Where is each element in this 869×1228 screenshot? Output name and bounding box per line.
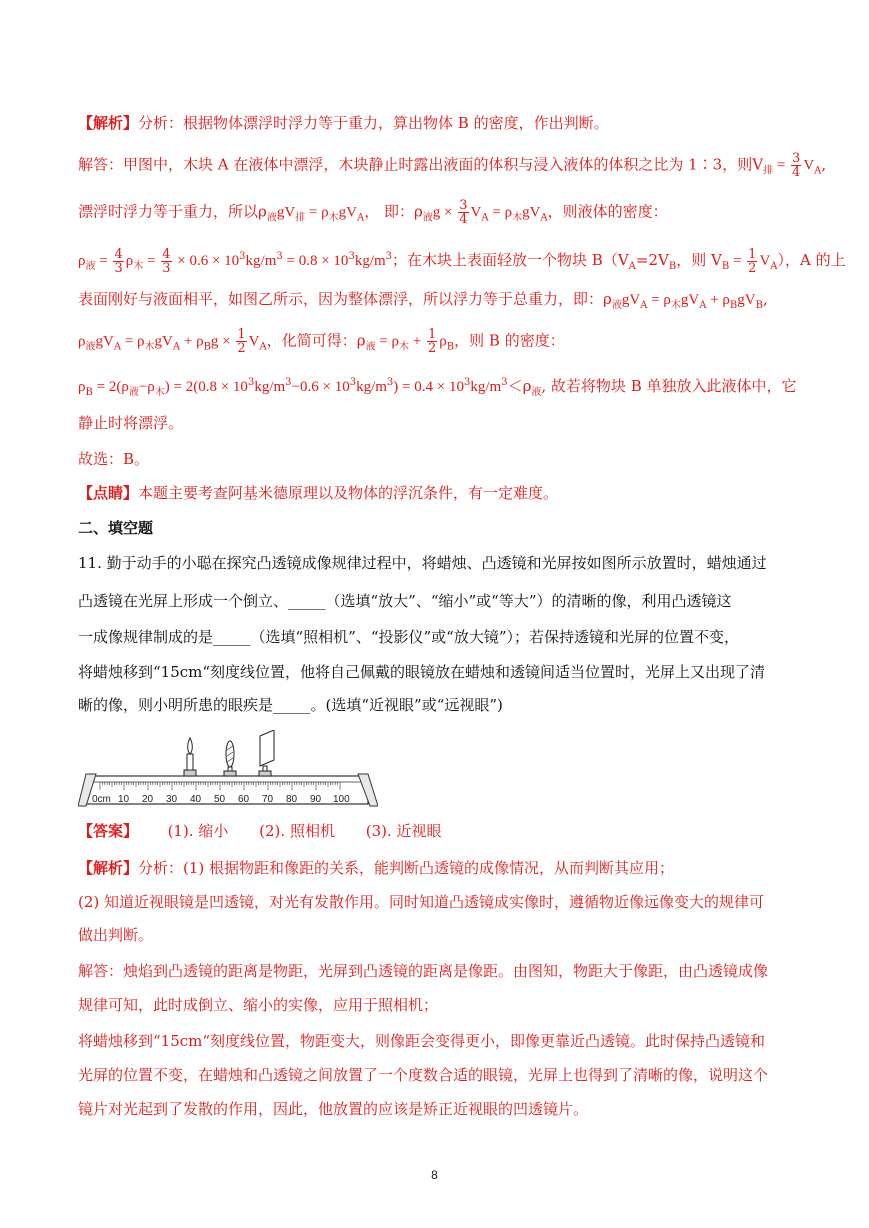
answer-line bbox=[78, 820, 468, 842]
comment-tag: 【点睛】 bbox=[78, 484, 139, 502]
fraction: $\frac{3}{4}$ bbox=[792, 151, 801, 180]
answer-item: (1). 缩小 bbox=[167, 822, 229, 840]
tick-label: 40 bbox=[190, 794, 202, 805]
comment-line: 【点睛】本题主要考查阿基米德原理以及物体的浮沉条件，有一定难度。 bbox=[78, 484, 559, 502]
choice-line: 故选：B。 bbox=[78, 450, 150, 468]
analysis1-line3: 漂浮时浮力等于重力，所以$\rho_液gV_排 = \rho_木gV_A$， 即：$\rho_液g$ × $\frac{3}{4}$ $V_A = \rho_木gV_A$，则液体的密度： bbox=[78, 198, 668, 227]
tick-label: 100 bbox=[333, 794, 350, 805]
analysis1-line1: 【解析】分析：根据物体漂浮时浮力等于重力，算出物体 B 的密度，作出判断。 bbox=[78, 114, 609, 132]
tick-label: 70 bbox=[262, 794, 274, 805]
analysis1-line8: 静止时将漂浮。 bbox=[78, 414, 184, 432]
fraction: $\frac{4}{3}$ bbox=[114, 246, 123, 276]
tick-label: 50 bbox=[214, 794, 226, 805]
fraction: $\frac{1}{2}$ bbox=[237, 327, 246, 356]
analysis-tag: 【解析】 bbox=[78, 114, 139, 132]
question11-line5: 晰的像，则小明所患的眼疾是_____。(选填“近视眼”或“远视眼”) bbox=[78, 696, 503, 714]
analysis2-line7: 光屏的位置不变，在蜡烛和凸透镜之间放置了一个度数合适的眼镜，光屏上也得到了清晰的像，说明这个 bbox=[78, 1066, 769, 1084]
tick-label: 20 bbox=[142, 794, 154, 805]
flame-icon bbox=[188, 738, 193, 754]
analysis-tag: 【解析】 bbox=[78, 859, 139, 877]
analysis1-line7: $\rho_B = 2(\rho_液-\rho_木) = 2(0.8 \times 10^3kg/m^3-0.6 \times 10^3kg/m^3) = 0.4 \times 10^3kg/m^3<\rho_液$, 故若将物块 B 单独放入此液体中，它 bbox=[78, 377, 797, 398]
analysis1-line2: 解答：甲图中，木块 A 在液体中漂浮，木块静止时露出液面的体积与浸入液体的体积之比为 1∶3，则$V_排$ = $\frac{3}{4}$ $V_A$, bbox=[78, 151, 827, 180]
question11-line1: 11. 勤于动手的小聪在探究凸透镜成像规律过程中，将蜡烛、凸透镜和光屏按如图所示放置时，蜡烛通过 bbox=[78, 554, 767, 572]
fraction: $\frac{1}{2}$ bbox=[428, 327, 437, 356]
question11-line2: 凸透镜在光屏上形成一个倒立、_____（选填“放大”、“缩小”或“等大”）的清晰的像，利用凸透镜这 bbox=[78, 592, 732, 610]
analysis2-line8: 镜片对光起到了发散的作用，因此，他放置的应该是矫正近视眼的凹透镜片。 bbox=[78, 1100, 589, 1118]
page-number: 8 bbox=[431, 1168, 438, 1182]
tick-label: 30 bbox=[166, 794, 178, 805]
light-screen bbox=[259, 730, 274, 776]
tick-label: 10 bbox=[118, 794, 130, 805]
analysis2-line6: 将蜡烛移到“15cm“刻度线位置，物距变大，则像距会变得更小，即像更靠近凸透镜。此时保持凸透镜和 bbox=[78, 1032, 766, 1050]
convex-lens bbox=[224, 741, 236, 776]
analysis2-line5: 规律可知，此时成倒立、缩小的实像，应用于照相机； bbox=[78, 996, 439, 1014]
fraction: $\frac{1}{2}$ bbox=[748, 246, 757, 276]
analysis1-line5: 表面刚好与液面相平，如图乙所示，因为整体漂浮，所以浮力等于总重力，即：$\rho_液gV_A = \rho_木gV_A + \rho_BgV_B$, bbox=[78, 290, 768, 311]
answer-tag: 【答案】 bbox=[78, 822, 139, 840]
answer-item: (2). 照相机 bbox=[259, 822, 335, 840]
candle bbox=[184, 738, 196, 776]
fraction: $\frac{3}{4}$ bbox=[459, 198, 468, 227]
analysis2-line1: 【解析】分析：(1) 根据物距和像距的关系，能判断凸透镜的成像情况，从而判断其应用； bbox=[78, 859, 675, 877]
section-title: 二、填空题 bbox=[78, 519, 154, 537]
analysis2-line3: 做出判断。 bbox=[78, 926, 154, 944]
fraction: $\frac{4}{3}$ bbox=[162, 246, 171, 276]
optical-bench-figure bbox=[78, 730, 378, 812]
tick-label: 0cm bbox=[92, 794, 111, 805]
question11-line3: 一成像规律制成的是_____（选填“照相机”、“投影仪”或“放大镜”）；若保持透镜和光屏的位置不变， bbox=[78, 628, 740, 646]
analysis1-line6: $\rho_液gV_A = \rho_木gV_A + \rho_Bg$ × $\frac{1}{2}$ $V_A$，化简可得：$\rho_液 = \rho_木$ + $\frac{1}{2}$ $\rho_B$，则 B 的密度： bbox=[78, 327, 565, 356]
tick-label: 60 bbox=[238, 794, 250, 805]
analysis1-line4: $\rho_液$ = $\frac{4}{3}$ $\rho_木$ = $\frac{4}{3}$ × $0.6 \times 10^3kg/m^3 = 0.8 \times 10^3kg/m^3$；在木块上表面轻放一个物块 $B(V_A=2V_B$，则 $V_B$ = $\frac{1}{2}$ $V_A$），A 的上 bbox=[78, 246, 846, 276]
tick-label: 80 bbox=[286, 794, 298, 805]
question11-line4: 将蜡烛移到“15cm“刻度线位置，他将自己佩戴的眼镜放在蜡烛和透镜间适当位置时，光屏上又出现了清 bbox=[78, 663, 766, 681]
analysis2-line2: (2) 知道近视眼镜是凹透镜，对光有发散作用。同时知道凸透镜成实像时，遵循物近像远像变大的规律可 bbox=[78, 893, 765, 911]
analysis2-line4: 解答：烛焰到凸透镜的距离是物距，光屏到凸透镜的距离是像距。由图知，物距大于像距，由凸透镜成像 bbox=[78, 962, 769, 980]
tick-label: 90 bbox=[310, 794, 322, 805]
answer-item: (3). 近视眼 bbox=[365, 822, 442, 840]
